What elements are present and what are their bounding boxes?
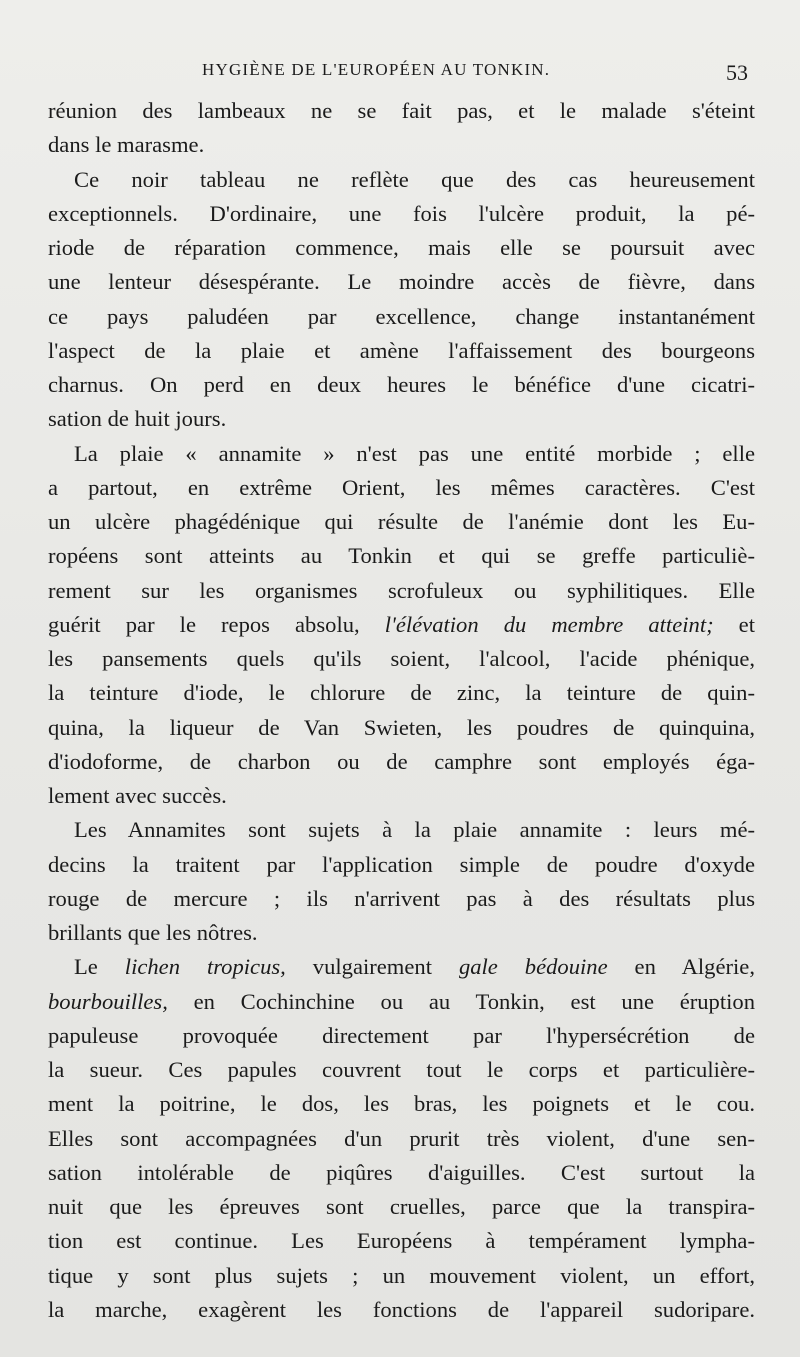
text-line	[48, 300, 755, 334]
text-line	[48, 163, 755, 197]
text-line	[48, 1156, 755, 1190]
italic-text: gale bédouine	[458, 954, 608, 980]
text-line	[48, 745, 755, 779]
text-run: tique y sont plus sujets ; un mouvement violent, un effort,	[48, 1262, 755, 1288]
text-line	[48, 848, 755, 882]
text-line	[48, 1293, 755, 1327]
text-run: en Algérie,	[607, 954, 755, 980]
text-run: Le	[74, 954, 125, 980]
text-line	[48, 950, 755, 984]
text-run: la sueur. Ces papules couvrent tout le corps et particulière-	[48, 1057, 755, 1082]
text-run: tion est continue. Les Européens à tempérament lympha-	[48, 1228, 755, 1254]
text-run: a partout, en extrême Orient, les mêmes caractères. C'est	[48, 474, 755, 500]
italic-text: lichen tropicus,	[124, 954, 286, 980]
text-run: quina, la liqueur de Van Swieten, les poudres de quinquina,	[48, 714, 755, 740]
text-line	[48, 642, 755, 676]
text-run: riode de réparation commence, mais elle se poursuit avec	[48, 235, 755, 260]
text-run: guérit par le repos absolu,	[48, 611, 385, 637]
text-line	[48, 94, 755, 128]
text-run: papuleuse provoquée directement par l'hypersécrétion de	[48, 1022, 755, 1048]
text-line	[48, 437, 755, 471]
text-run: ropéens sont atteints au Tonkin et qui se greffe particuliè-	[48, 543, 755, 569]
text-line	[48, 1122, 755, 1156]
text-run: rouge de mercure ; ils n'arrivent pas à des résultats plus	[48, 885, 755, 911]
text-run: dans le marasme.	[48, 132, 205, 158]
text-run: l'aspect de la plaie et amène l'affaissement des bourgeons	[48, 337, 755, 363]
text-run: Ce noir tableau ne reflète que des cas heureusement	[74, 166, 755, 192]
text-line	[48, 128, 755, 162]
text-line	[48, 574, 755, 608]
text-run: en Cochinchine ou au Tonkin, est une éruption	[167, 988, 755, 1014]
text-line	[48, 505, 755, 539]
text-run: Les Annamites sont sujets à la plaie annamite : leurs mé-	[74, 817, 755, 843]
text-line	[48, 265, 755, 299]
text-run: charnus. On perd en deux heures le bénéfice d'une cicatri-	[48, 372, 755, 397]
text-line	[48, 402, 755, 436]
text-line	[48, 1053, 755, 1087]
text-line	[48, 334, 755, 368]
text-line	[48, 608, 755, 642]
text-line	[48, 985, 755, 1019]
text-run: decins la traitent par l'application simple de poudre d'oxyde	[48, 851, 755, 877]
text-line	[48, 779, 755, 813]
text-run: brillants que les nôtres.	[48, 920, 258, 945]
text-run: la teinture d'iode, le chlorure de zinc, la teinture de quin-	[48, 680, 755, 706]
text-run: réunion des lambeaux ne se fait pas, et le malade s'éteint	[48, 98, 755, 123]
text-run: ce pays paludéen par excellence, change instantanément	[48, 303, 755, 329]
running-head	[0, 60, 800, 90]
page-number: 53	[726, 60, 748, 85]
text-run: vulgairement	[285, 954, 459, 980]
text-run: la marche, exagèrent les fonctions de l'appareil sudoripare.	[48, 1296, 755, 1322]
text-line	[48, 1259, 755, 1293]
running-title: HYGIÈNE DE L'EUROPÉEN AU TONKIN.	[202, 60, 551, 79]
text-run: La plaie « annamite » n'est pas une entité morbide ; elle	[74, 440, 755, 466]
text-line	[48, 916, 755, 950]
text-run: sation de huit jours.	[48, 406, 227, 432]
text-line	[48, 539, 755, 573]
text-line	[48, 1190, 755, 1224]
text-run: une lenteur désespérante. Le moindre accès de fièvre, dans	[48, 269, 755, 295]
text-line	[48, 197, 755, 231]
text-line	[48, 368, 755, 402]
text-line	[48, 882, 755, 916]
text-line	[48, 1224, 755, 1258]
text-run: exceptionnels. D'ordinaire, une fois l'ulcère produit, la pé-	[48, 200, 755, 226]
text-run: lement avec succès.	[48, 783, 227, 808]
text-run: et	[713, 611, 755, 637]
italic-text: l'élévation du membre atteint;	[384, 611, 714, 637]
text-run: ment la poitrine, le dos, les bras, les poignets et le cou.	[48, 1091, 755, 1117]
text-run: rement sur les organismes scrofuleux ou syphilitiques. Elle	[48, 577, 755, 603]
text-run: Elles sont accompagnées d'un prurit très violent, d'une sen-	[48, 1125, 755, 1151]
text-line	[48, 231, 755, 265]
text-run: un ulcère phagédénique qui résulte de l'anémie dont les Eu-	[48, 509, 755, 534]
text-run: les pansements quels qu'ils soient, l'alcool, l'acide phénique,	[48, 646, 755, 671]
body-text	[48, 94, 755, 1327]
text-run: d'iodoforme, de charbon ou de camphre sont employés éga-	[48, 748, 755, 774]
text-run: nuit que les épreuves sont cruelles, parce que la transpira-	[48, 1194, 755, 1219]
text-line	[48, 1019, 755, 1053]
text-run: sation intolérable de piqûres d'aiguilles. C'est surtout la	[48, 1159, 755, 1185]
text-line	[48, 676, 755, 710]
italic-text: bourbouilles,	[48, 988, 168, 1014]
text-line	[48, 1087, 755, 1121]
text-line	[48, 711, 755, 745]
text-line	[48, 813, 755, 847]
text-line	[48, 471, 755, 505]
